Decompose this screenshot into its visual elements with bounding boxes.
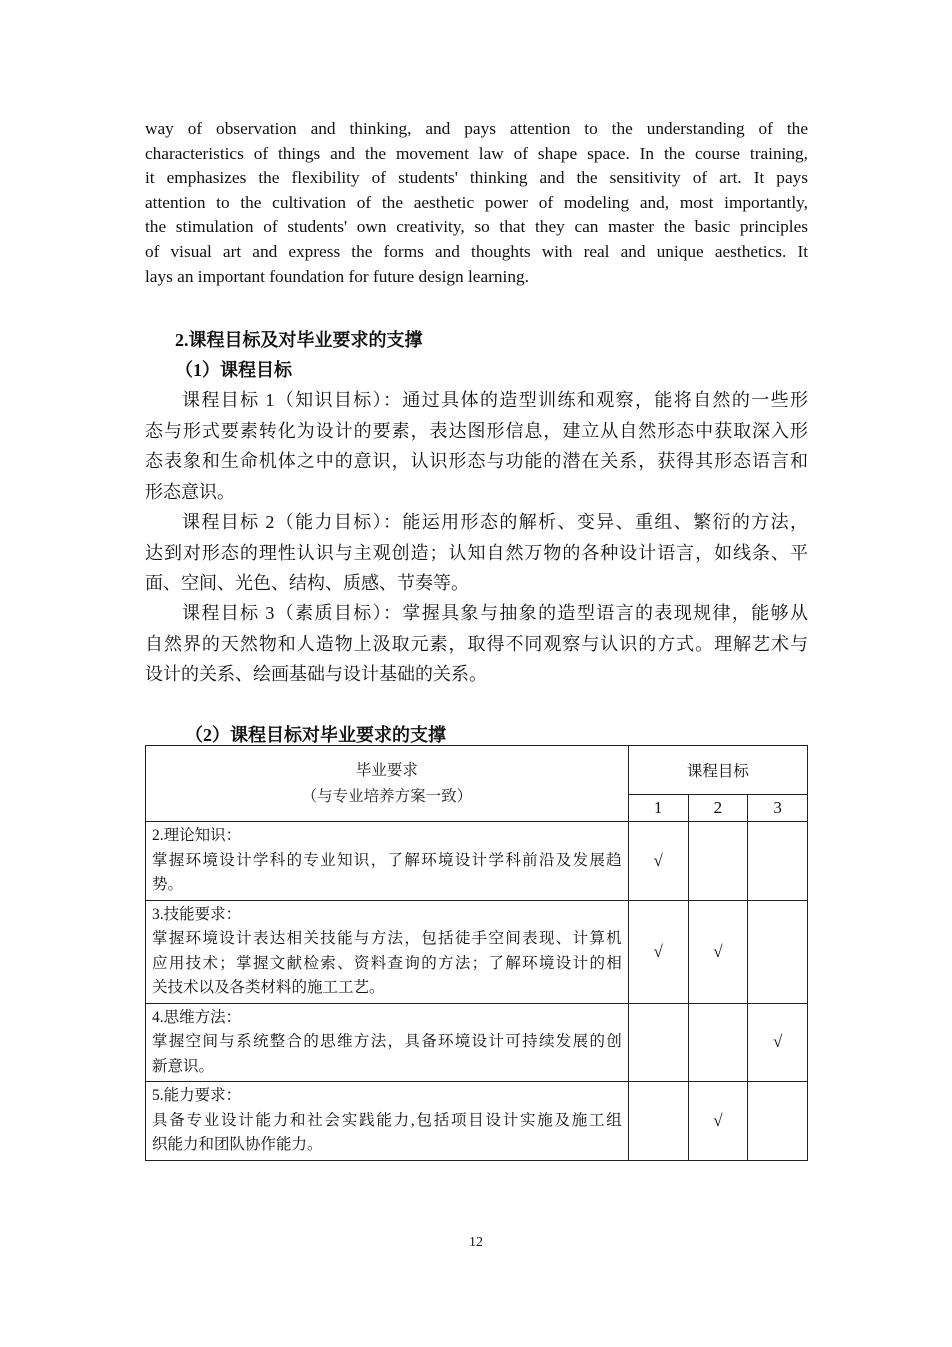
table-row bbox=[146, 822, 808, 901]
check-cell: √ bbox=[688, 900, 748, 1003]
header-requirement-label: 毕业要求 bbox=[355, 761, 418, 779]
table-row bbox=[146, 1003, 808, 1082]
course-goal-1 bbox=[145, 385, 808, 507]
course-goal-3 bbox=[145, 598, 808, 690]
subsection-title-goals: （1）课程目标 bbox=[175, 360, 292, 380]
goal-number: 3 bbox=[748, 795, 808, 822]
requirement-line: 应用技术；掌握文献检索、资料查询的方法；了解环境设计的相 bbox=[152, 954, 622, 972]
requirement-cell bbox=[146, 1003, 629, 1082]
check-cell bbox=[748, 1082, 808, 1161]
paragraph-line: lays an important foundation for future design learning. bbox=[145, 266, 529, 286]
requirement-cell bbox=[146, 1082, 629, 1161]
requirement-title: 4.思维方法： bbox=[152, 1008, 242, 1026]
requirement-title: 5.能力要求： bbox=[152, 1087, 242, 1104]
subsection-title-support: （2）课程目标对毕业要求的支撑 bbox=[185, 725, 446, 745]
page-number: 12 bbox=[469, 1235, 483, 1250]
table-row bbox=[146, 900, 808, 1003]
goal-line: 课程目标 1（知识目标）：通过具体的造型训练和观察，能将自然的一些形 bbox=[182, 390, 808, 410]
goal-line: 形态意识。 bbox=[145, 481, 235, 502]
goal-number: 1 bbox=[628, 795, 688, 822]
requirement-line: 织能力和团队协作能力。 bbox=[152, 1136, 323, 1153]
goal-line: 面、空间、光色、结构、质感、节奏等。 bbox=[145, 573, 469, 593]
paragraph-line: of visual art and express the forms and thoughts with real and unique aesthetics. It bbox=[145, 241, 808, 261]
goal-line: 态与形式要素转化为设计的要素，表达图形信息，建立从自然形态中获取深入形 bbox=[145, 420, 808, 441]
goal-line: 课程目标 3（素质目标）：掌握具象与抽象的造型语言的表现规律，能够从 bbox=[182, 603, 808, 623]
requirement-line: 具备专业设计能力和社会实践能力,包括项目设计实施及施工组 bbox=[152, 1111, 622, 1129]
requirement-line: 掌握环境设计学科的专业知识，了解环境设计学科前沿及发展趋 bbox=[152, 851, 622, 869]
paragraph-line: way of observation and thinking, and pays attention to the understanding of the bbox=[145, 119, 808, 138]
paragraph-line: characteristics of things and the movement law of shape space. In the course training, bbox=[145, 143, 808, 163]
english-paragraph bbox=[145, 117, 808, 289]
paragraph-line: it emphasizes the flexibility of students' thinking and the sensitivity of art. It pays bbox=[145, 168, 808, 188]
requirement-line: 势。 bbox=[152, 876, 184, 893]
check-cell bbox=[688, 1003, 748, 1082]
table-header-row bbox=[146, 746, 808, 795]
goal-line: 设计的关系、绘画基础与设计基础的关系。 bbox=[145, 664, 487, 684]
paragraph-line: the stimulation of students' own creativity, so that they can master the basic principles bbox=[145, 217, 808, 237]
goal-number: 2 bbox=[688, 795, 748, 822]
requirement-cell bbox=[146, 900, 629, 1003]
goal-line: 态表象和生命机体之中的意识，认识形态与功能的潜在关系，获得其形态语言和 bbox=[145, 451, 808, 471]
requirement-title: 2.理论知识： bbox=[152, 827, 242, 844]
requirement-cell bbox=[146, 822, 629, 901]
header-requirement bbox=[146, 746, 629, 822]
check-cell bbox=[628, 1082, 688, 1161]
requirement-line: 掌握环境设计表达相关技能与方法，包括徒手空间表现、计算机 bbox=[152, 930, 622, 947]
course-goal-2 bbox=[145, 507, 808, 599]
requirement-title: 3.技能要求： bbox=[152, 905, 242, 923]
check-cell: √ bbox=[688, 1082, 748, 1161]
table-row bbox=[146, 1082, 808, 1161]
check-cell bbox=[688, 822, 748, 901]
check-cell bbox=[628, 1003, 688, 1082]
header-goals: 课程目标 bbox=[628, 746, 807, 795]
check-cell: √ bbox=[748, 1003, 808, 1082]
support-matrix-table bbox=[145, 745, 808, 1161]
check-cell: √ bbox=[628, 822, 688, 901]
check-cell bbox=[748, 900, 808, 1003]
goal-line: 课程目标 2（能力目标）：能运用形态的解析、变异、重组、繁衍的方法， bbox=[182, 512, 808, 532]
section-title: 2.课程目标及对毕业要求的支撑 bbox=[175, 330, 423, 350]
requirement-line: 关技术以及各类材料的施工工艺。 bbox=[152, 979, 385, 996]
paragraph-line: attention to the cultivation of the aesthetic power of modeling and, most importantly, bbox=[145, 192, 808, 212]
goal-line: 自然界的天然物和人造物上汲取元素，取得不同观察与认识的方式。理解艺术与 bbox=[145, 633, 808, 654]
check-cell bbox=[748, 822, 808, 901]
requirement-line: 新意识。 bbox=[152, 1057, 215, 1075]
requirement-line: 掌握空间与系统整合的思维方法，具备环境设计可持续发展的创 bbox=[152, 1033, 622, 1050]
header-requirement-note: （与专业培养方案一致） bbox=[301, 787, 473, 805]
goal-line: 达到对形态的理性认识与主观创造；认知自然万物的各种设计语言，如线条、平 bbox=[145, 542, 808, 563]
check-cell: √ bbox=[628, 900, 688, 1003]
